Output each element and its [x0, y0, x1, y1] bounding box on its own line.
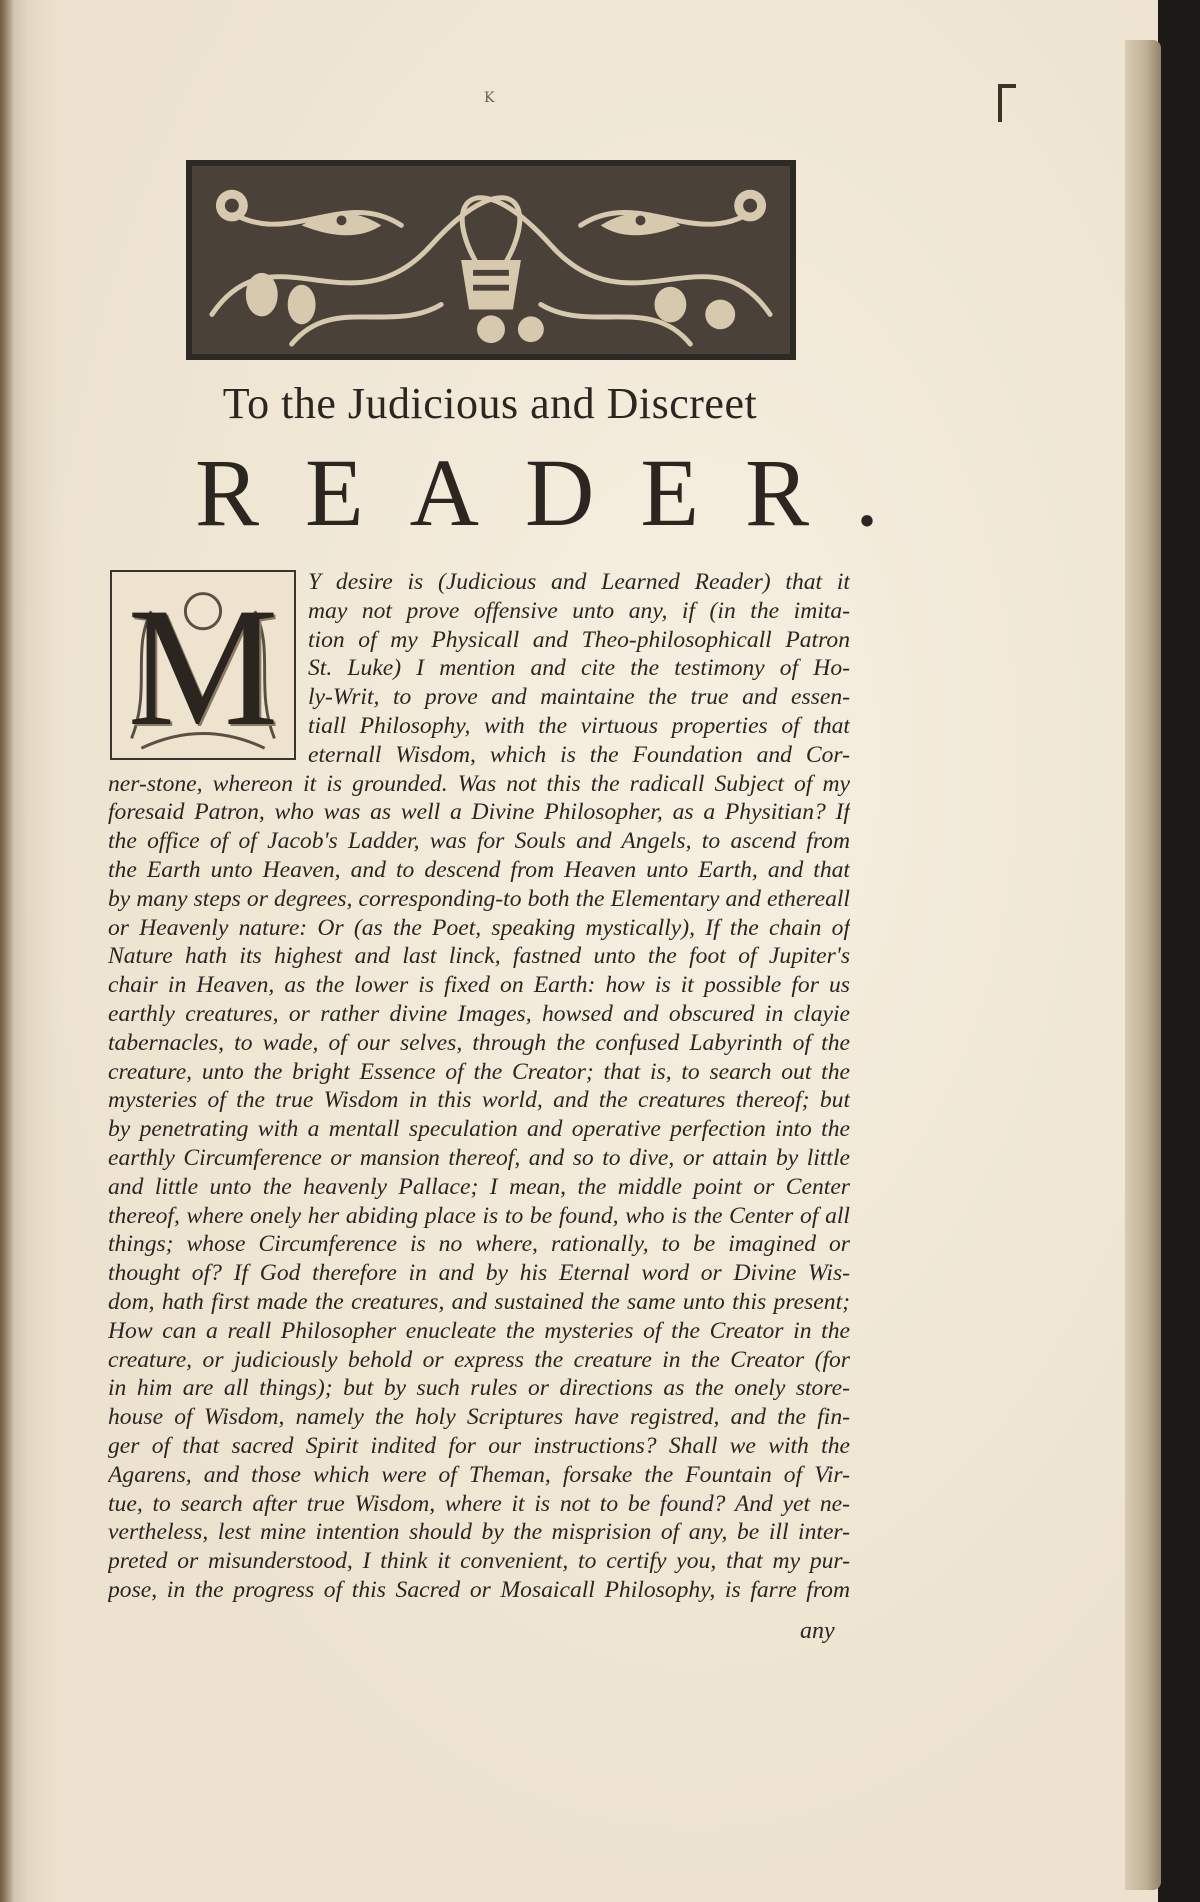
- corner-bracket-mark: [998, 84, 1016, 122]
- text-line: vertheless, lest mine intention should by the misprision of any, be ill inter-: [108, 1519, 850, 1546]
- text-line: St. Luke) I mention and cite the testimony of Ho-: [308, 655, 850, 682]
- text-line: by penetrating with a mentall speculation and operative perfection into the: [108, 1116, 850, 1143]
- text-line: chair in Heaven, as the lower is fixed on Earth: how is it possible for us: [108, 972, 850, 999]
- text-line: or Heavenly nature: Or (as the Poet, speaking mystically), If the chain of: [108, 914, 850, 941]
- text-line: eternall Wisdom, which is the Foundation and Cor-: [308, 741, 850, 768]
- ornamental-headpiece: [186, 160, 796, 360]
- text-line: pose, in the progress of this Sacred or Mosaicall Philosophy, is farre from: [108, 1576, 850, 1603]
- text-line: earthly Circumference or mansion thereof, and so to dive, or attain by little: [108, 1144, 850, 1171]
- text-line: by many steps or degrees, corresponding-to both the Elementary and ethereall: [108, 885, 850, 912]
- page-title: READER.: [195, 439, 925, 546]
- text-line: tiall Philosophy, with the virtuous properties of that: [308, 712, 850, 739]
- text-line: thought of? If God therefore in and by his Eternal word or Divine Wis-: [108, 1260, 850, 1287]
- text-line: mysteries of the true Wisdom in this world, and the creatures thereof; but: [108, 1087, 850, 1114]
- page-edge: [1125, 40, 1161, 1890]
- catchword: any: [800, 1618, 835, 1644]
- page-heading: To the Judicious and Discreet: [222, 379, 758, 428]
- floral-ornament-icon: [192, 166, 790, 354]
- binding-shadow: [0, 0, 14, 1902]
- text-line: house of Wisdom, namely the holy Scriptures have registred, and the fin-: [108, 1404, 850, 1431]
- text-line: preted or misunderstood, I think it convenient, to certify you, that my pur-: [108, 1548, 850, 1575]
- text-line: creature, or judiciously behold or express the creature in the Creator (for: [108, 1346, 850, 1373]
- text-line: Nature hath its highest and last linck, fastned unto the foot of Jupiter's: [108, 943, 850, 970]
- body-text: [108, 568, 850, 1605]
- text-line: the Earth unto Heaven, and to descend from Heaven unto Earth, and that: [108, 856, 850, 883]
- text-line: thereof, where onely her abiding place is to be found, who is the Center of all: [108, 1202, 850, 1229]
- signature-mark: K: [484, 90, 495, 106]
- text-line: ger of that sacred Spirit indited for our instructions? Shall we with the: [108, 1432, 850, 1459]
- text-line: Y desire is (Judicious and Learned Reader) that it: [308, 569, 850, 595]
- text-line: things; whose Circumference is no where, rationally, to be imagined or: [108, 1231, 850, 1258]
- text-line: tabernacles, to wade, of our selves, through the confused Labyrinth of the: [108, 1029, 850, 1056]
- text-line: tue, to search after true Wisdom, where it is not to be found? And yet ne-: [108, 1490, 850, 1517]
- text-line: ner-stone, whereon it is grounded. Was not this the radicall Subject of my: [108, 770, 850, 797]
- text-line: may not prove offensive unto any, if (in the imita-: [308, 597, 850, 624]
- text-line: in him are all things); but by such rules or directions as the onely store-: [108, 1375, 850, 1402]
- text-line: foresaid Patron, who was as well a Divine Philosopher, as a Physitian? If: [108, 799, 850, 826]
- text-line: dom, hath first made the creatures, and sustained the same unto this present;: [108, 1288, 850, 1315]
- text-line: earthly creatures, or rather divine Images, howsed and obscured in clayie: [108, 1000, 850, 1027]
- text-line: ly-Writ, to prove and maintaine the true and essen-: [308, 684, 850, 711]
- text-line: tion of my Physicall and Theo-philosophicall Patron: [308, 626, 850, 653]
- text-line: and little unto the heavenly Pallace; I mean, the middle point or Center: [108, 1173, 850, 1200]
- text-line: creature, unto the bright Essence of the Creator; that is, to search out the: [108, 1058, 850, 1085]
- text-line: How can a reall Philosopher enucleate the mysteries of the Creator in the: [108, 1317, 850, 1344]
- text-line: the office of of Jacob's Ladder, was for Souls and Angels, to ascend from: [108, 828, 850, 855]
- drop-cap-letter: M: [127, 573, 279, 761]
- text-line: Agarens, and those which were of Theman, forsake the Fountain of Vir-: [108, 1461, 850, 1488]
